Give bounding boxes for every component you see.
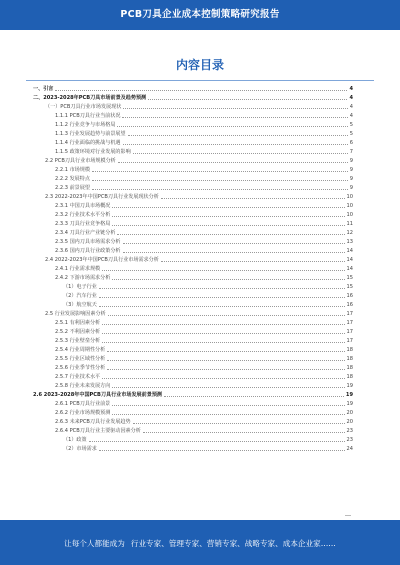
toc-entry-text: 2.2.1 市场规模 [55,167,90,173]
toc-page-number: 4 [349,113,353,119]
toc-leader-dots [99,288,345,289]
toc-page-number: 17 [346,329,353,335]
toc-page-number: 17 [346,320,353,326]
toc-entry-text: 2.3 2022-2023年中国PCB刀具行业发展现状分析 [45,194,159,200]
toc-leader-dots [89,441,345,442]
toc-entry-text: 1.1.4 行业面临的挑战与机遇 [55,140,121,146]
toc-leader-dots [99,297,345,298]
toc-page-number: 18 [346,374,353,380]
toc-page-number: 12 [346,230,353,236]
toc-page-number: 20 [346,410,353,416]
footer-lead: 让每个人都能成为 [64,539,125,548]
toc-page-number: 19 [346,401,353,407]
toc-title: 内容目录 [175,58,224,72]
toc-leader-dots [92,189,348,190]
toc-entry[interactable] [33,148,353,157]
toc-page-number: 13 [346,239,353,245]
toc-leader-dots [112,405,344,406]
toc-page-number: 18 [346,365,353,371]
toc-entry[interactable] [33,346,353,355]
toc-entry-text: 2.2.3 前景展望 [55,185,90,191]
toc-entry[interactable] [33,211,353,220]
toc-leader-dots [128,135,348,136]
toc-page-number: 16 [346,293,353,299]
toc-entry-text: 2.5.3 行业壁垒分析 [55,338,101,344]
toc-page-number: 14 [346,248,353,254]
toc-entry[interactable] [33,220,353,229]
toc-page-number: 18 [346,356,353,362]
toc-entry[interactable] [33,373,353,382]
toc-entry[interactable] [33,238,353,247]
toc-entry-text: 2.5.4 行业周期性分析 [55,347,106,353]
toc-leader-dots [123,243,345,244]
toc-entry-text: 1.1.5 政策环境对行业发展的影响 [55,149,131,155]
toc-leader-dots [133,423,345,424]
toc-leader-dots [112,216,344,217]
toc-entry-text: 2.3.4 刀具行业产业链分析 [55,230,116,236]
toc-leader-dots [99,450,345,451]
toc-entry-text: 2.3.6 国内刀具行业政策分析 [55,248,121,254]
toc-entry[interactable] [33,400,353,409]
toc-leader-dots [123,108,347,109]
toc-page-number: 9 [349,176,353,182]
toc-entry-text: 2.6.2 行业市场规模预测 [55,410,111,416]
toc-leader-dots [102,270,344,271]
toc-entry[interactable] [33,130,353,139]
toc-entry-text: （2）市场需求 [63,446,97,452]
footer-bar [0,520,400,565]
toc-page-number: 17 [346,338,353,344]
toc-leader-dots [108,315,345,316]
toc-entry[interactable] [33,274,353,283]
toc-leader-dots [107,369,344,370]
toc-page-number: 10 [346,212,353,218]
toc-entry-text: 1.1.3 行业发展趋势与前景展望 [55,131,126,137]
toc-page-number: 7 [349,149,353,155]
toc-entry-text: 2.3.2 行业技术水平分析 [55,212,111,218]
toc-page-number: 5 [349,122,353,128]
toc-leader-dots [112,387,344,388]
footer-text: 行业专家、管理专家、营销专家、战略专家、成本企业家…… [130,539,336,548]
toc-leader-dots [117,126,347,127]
toc-entry-text: 2.5 行业发展影响因素分析 [45,311,106,317]
page-mark [345,515,351,516]
toc-page-number: 10 [346,203,353,209]
toc-entry-text: 2.6 2023-2028年中国PCB刀具行业市场发展前景预测 [33,392,163,398]
toc-leader-dots [123,144,348,145]
toc-leader-dots [92,180,348,181]
toc-leader-dots [122,117,347,118]
toc-entry[interactable] [33,319,353,328]
toc-entry-text: 2.5.5 行业区域性分析 [55,356,106,362]
toc-entry[interactable] [33,292,353,301]
toc-entry[interactable] [33,355,353,364]
toc-entry[interactable] [33,247,353,256]
footer-slogan [0,520,400,565]
toc-leader-dots [117,234,344,235]
toc-leader-dots [99,306,345,307]
toc-page-number: 10 [346,194,353,200]
toc-entry-text: （一）PCB刀具行业市场发展现状 [45,104,122,110]
toc-leader-dots [161,261,345,262]
toc-page-number: 15 [346,284,353,290]
toc-entry-text: 二、2023-2028年PCB刀具市场前景及趋势预测 [33,95,147,101]
toc-leader-dots [112,279,344,280]
table-of-contents [33,85,353,454]
toc-leader-dots [107,360,344,361]
toc-page-number: 24 [346,446,353,452]
toc-leader-dots [148,99,347,100]
toc-entry[interactable] [33,85,353,94]
toc-entry[interactable] [33,391,353,400]
toc-page-number: 14 [346,266,353,272]
report-title: PCB刀具企业成本控制策略研究报告 [120,9,280,20]
toc-leader-dots [123,252,345,253]
toc-leader-dots [102,378,344,379]
toc-entry[interactable] [33,265,353,274]
toc-page-number: 23 [346,428,353,434]
toc-page-number: 4 [349,104,353,110]
toc-entry-text: 2.6.1 PCB刀具行业前景 [55,401,111,407]
toc-entry[interactable] [33,103,353,112]
toc-entry-text: 2.5.8 行业未来发展方向 [55,383,111,389]
toc-entry[interactable] [33,139,353,148]
title-divider [26,80,374,81]
toc-entry-text: （3）航空航天 [63,302,97,308]
toc-page-number: 9 [349,158,353,164]
toc-entry-text: （2）汽车行业 [63,293,97,299]
toc-leader-dots [102,342,344,343]
toc-entry-text: 2.3.1 中国刀具市场概况 [55,203,111,209]
toc-entry[interactable] [33,328,353,337]
toc-leader-dots [112,414,344,415]
toc-entry[interactable] [33,283,353,292]
header-bar [0,0,400,30]
toc-leader-dots [112,207,344,208]
toc-leader-dots [55,90,347,91]
toc-entry-text: 2.3.3 刀具行业竞争格局 [55,221,111,227]
toc-entry[interactable] [33,94,353,103]
toc-leader-dots [102,333,344,334]
toc-entry-text: 2.2 PCB刀具行业市场规模分析 [45,158,116,164]
toc-page-number: 9 [349,185,353,191]
toc-page-number: 4 [349,95,353,101]
toc-entry[interactable] [33,337,353,346]
toc-entry[interactable] [33,175,353,184]
toc-page-number: 19 [345,392,353,398]
toc-entry[interactable] [33,166,353,175]
toc-entry-text: 2.2.2 发展特点 [55,176,90,182]
toc-entry-text: 一、引言 [33,86,54,92]
toc-entry-text: 1.1.2 行业竞争与市场格局 [55,122,116,128]
toc-entry-text: 2.4 2022-2023年中国PCB刀具行业市场需求分析 [45,257,159,263]
toc-entry[interactable] [33,184,353,193]
toc-entry-text: 2.4.1 行业需求规模 [55,266,101,272]
toc-page-number: 16 [346,302,353,308]
toc-entry-text: （1）电子行业 [63,284,97,290]
toc-entry[interactable] [33,202,353,211]
toc-page-number: 14 [346,257,353,263]
toc-entry[interactable] [33,229,353,238]
toc-leader-dots [92,171,348,172]
toc-entry[interactable] [33,256,353,265]
toc-entry[interactable] [33,418,353,427]
toc-page-number: 19 [346,383,353,389]
toc-entry-text: 2.5.1 有利因素分析 [55,320,101,326]
toc-entry-text: 2.6.3 未来PCB刀具行业发展趋势 [55,419,131,425]
toc-leader-dots [164,396,344,397]
toc-leader-dots [112,225,344,226]
toc-entry-text: 2.5.7 行业技术水平 [55,374,101,380]
toc-entry-text: 2.5.2 不利因素分析 [55,329,101,335]
toc-page-number: 4 [349,86,353,92]
toc-leader-dots [133,153,348,154]
toc-page-number: 18 [346,347,353,353]
toc-entry-text: 2.6.4 PCB刀具行业主要驱动因素分析 [55,428,141,434]
toc-entry[interactable] [33,409,353,418]
toc-page-number: 20 [346,419,353,425]
toc-leader-dots [161,198,345,199]
toc-entry[interactable] [33,112,353,121]
toc-page-number: 17 [346,311,353,317]
toc-entry[interactable] [33,427,353,436]
toc-page-number: 5 [349,131,353,137]
toc-page-number: 9 [349,167,353,173]
toc-entry[interactable] [33,310,353,319]
toc-entry-text: （1）政策 [63,437,87,443]
toc-entry[interactable] [33,301,353,310]
toc-entry-text: 1.1.1 PCB刀具行业当前状况 [55,113,121,119]
toc-entry[interactable] [33,382,353,391]
toc-entry[interactable] [33,445,353,454]
toc-entry[interactable] [33,193,353,202]
toc-page-number: 23 [346,437,353,443]
toc-leader-dots [143,432,345,433]
toc-entry[interactable] [33,157,353,166]
toc-page-number: 11 [346,221,353,227]
toc-entry-text: 2.4.2 下游市场需求分析 [55,275,111,281]
toc-entry-text: 2.5.6 行业季节性分析 [55,365,106,371]
toc-entry-text: 2.3.5 国内刀具市场需求分析 [55,239,121,245]
toc-page-number: 6 [349,140,353,146]
toc-entry[interactable] [33,364,353,373]
toc-entry[interactable] [33,121,353,130]
toc-leader-dots [102,324,344,325]
toc-leader-dots [107,351,344,352]
toc-leader-dots [118,162,348,163]
toc-page-number: 15 [346,275,353,281]
toc-entry[interactable] [33,436,353,445]
